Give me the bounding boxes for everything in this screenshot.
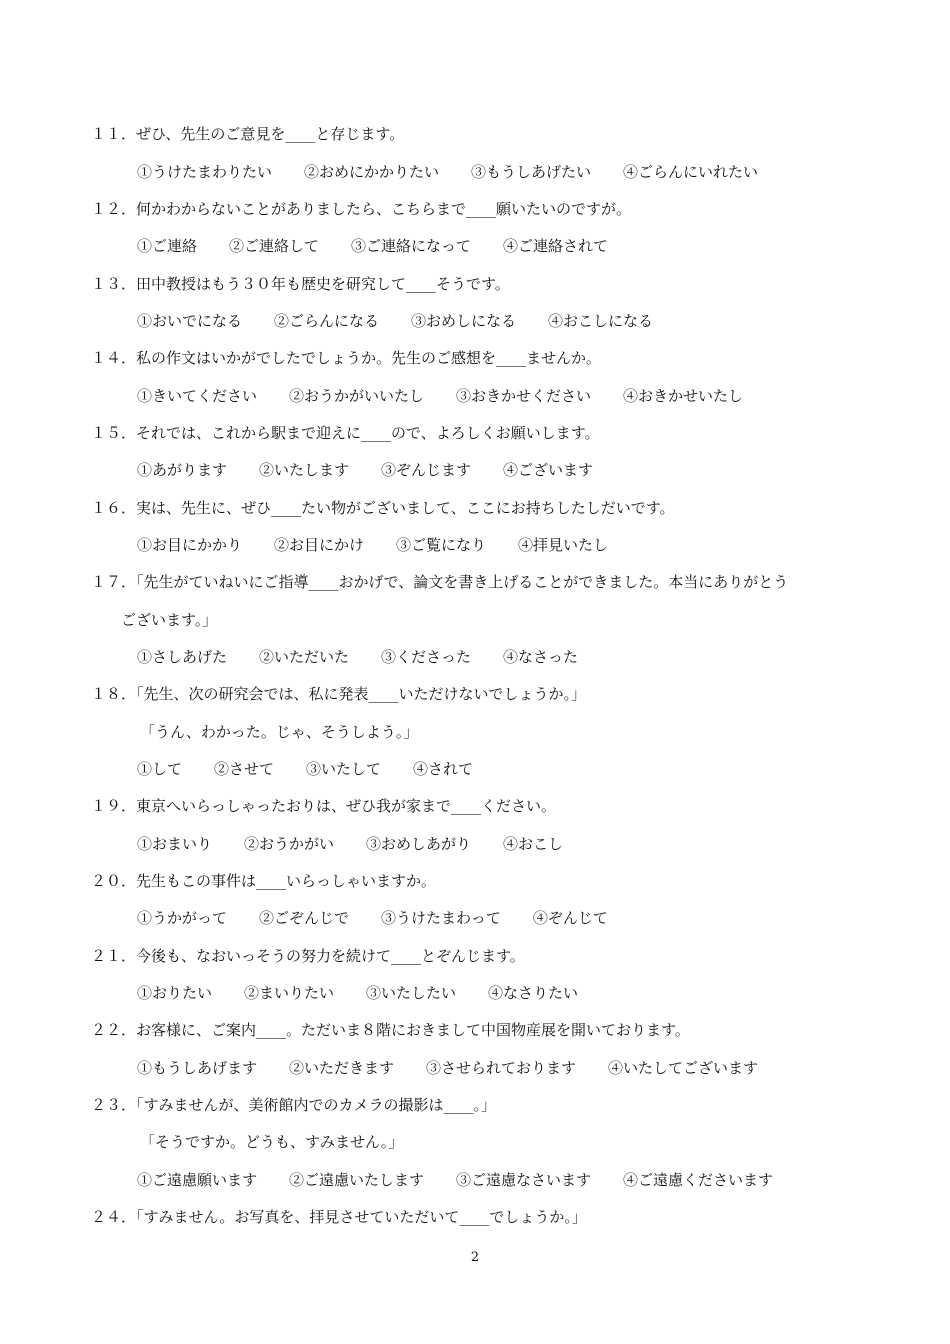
question-12-options [137,236,608,256]
option: ④拝見いたし [518,536,609,554]
question-16-stem: １６．実は、先生に、ぜひ____たい物がございまして、ここにお持ちしたしだいです。 [91,499,675,517]
option: ④ご連絡されて [503,237,609,255]
option: ②ごらんになる [274,312,380,330]
option: ③させられております [426,1059,577,1077]
option: ②お目にかけ [274,536,365,554]
question-11-stem: １１．ぜひ、先生のご意見を____と存じます。 [91,125,405,143]
question-14-options [137,386,743,406]
question-17-stem: １７．「先生がていねいにご指導____おかげで、論文を書き上げることができました。本当にありがとう [91,573,789,591]
page-number: 2 [470,1250,480,1265]
option: ③ぞんじます [381,461,472,479]
question-16-options [137,535,608,555]
option: ③おきかせください [456,387,592,405]
option: ①うかがって [137,909,228,927]
question-23-reply: 「そうですか。どうも、すみません。」 [140,1133,404,1151]
option: ④なさりたい [488,984,579,1002]
option: ②ご遠慮いたします [289,1171,425,1189]
option: ②いただいた [259,648,350,666]
option: ①おいでになる [137,312,243,330]
question-20-options [137,908,608,928]
option: ②ご連絡して [229,237,320,255]
option: ④おこし [503,835,564,853]
question-18-stem: １８．「先生、次の研究会では、私に発表____いただけないでしょうか。」 [91,685,587,703]
question-17-options [137,647,578,667]
option: ④おこしになる [548,312,654,330]
question-15-stem: １５．それでは、これから駅まで迎えに____ので、よろしくお願いします。 [91,424,600,442]
option: ③おめしになる [411,312,517,330]
question-13-stem: １３．田中教授はもう３０年も歴史を研究して____そうです。 [91,275,510,293]
option: ③もうしあげたい [471,163,592,181]
option: ③いたして [306,760,382,778]
question-13-options [137,311,653,331]
question-21-stem: ２１．今後も、なおいっそうの努力を続けて____とぞんじます。 [91,947,525,965]
option: ④いたしてございます [608,1059,759,1077]
option: ②おめにかかりたい [304,163,440,181]
question-22-options [137,1058,758,1078]
option: ④されて [413,760,474,778]
option: ①うけたまわりたい [137,163,273,181]
option: ④ご遠慮くださいます [623,1171,774,1189]
option: ④ごらんにいれたい [623,163,759,181]
question-23-stem: ２３．「すみませんが、美術館内でのカメラの撮影は____。」 [91,1096,497,1114]
option: ①もうしあげます [137,1059,258,1077]
option: ③ご覧になり [396,536,487,554]
option: ③おめしあがり [366,835,472,853]
option: ②いたします [259,461,350,479]
option: ①おまいり [137,835,213,853]
option: ②おうかがい [244,835,335,853]
option: ④ぞんじて [532,909,608,927]
option: ①して [137,760,183,778]
option: ②まいりたい [244,984,335,1002]
option: ③いたしたい [366,984,457,1002]
question-23-options [137,1170,773,1190]
option: ①きいてください [137,387,258,405]
option: ①おりたい [137,984,213,1002]
question-12-stem: １２．何かわからないことがありましたら、こちらまで____願いたいのですが。 [91,200,632,218]
option: ①さしあげた [137,648,228,666]
question-19-stem: １９．東京へいらっしゃったおりは、ぜひ我が家まで____ください。 [91,797,557,815]
question-14-stem: １４．私の作文はいかがでしたでしょうか。先生のご感想を____ませんか。 [91,349,602,367]
option: ④ございます [503,461,594,479]
question-24-stem: ２４．「すみません。お写真を、拝見させていただいて____でしょうか。」 [91,1208,587,1226]
question-15-options [137,460,593,480]
question-17-stem-continued: ございます。」 [121,611,218,629]
option: ③うけたまわって [381,909,501,927]
option: ④なさった [503,648,579,666]
option: ③くださった [381,648,472,666]
option: ③ご連絡になって [351,237,472,255]
option: ②させて [214,760,275,778]
question-18-options [137,759,473,779]
question-22-stem: ２２．お客様に、ご案内____。ただいま８階におきまして中国物産展を開いております。 [91,1021,690,1039]
option: ①ご遠慮願います [137,1171,258,1189]
option: ②ごぞんじで [259,909,350,927]
option: ④おきかせいたし [623,387,744,405]
question-20-stem: ２０．先生もこの事件は____いらっしゃいますか。 [91,872,437,890]
question-18-reply: 「うん、わかった。じゃ、そうしよう。」 [140,723,419,741]
question-19-options [137,834,563,854]
option: ①あがります [137,461,228,479]
option: ③ご遠慮なさいます [456,1171,592,1189]
option: ②おうかがいいたし [289,387,425,405]
question-21-options [137,983,578,1003]
question-11-options [137,162,758,182]
option: ①お目にかかり [137,536,243,554]
option: ②いただきます [289,1059,395,1077]
option: ①ご連絡 [137,237,198,255]
